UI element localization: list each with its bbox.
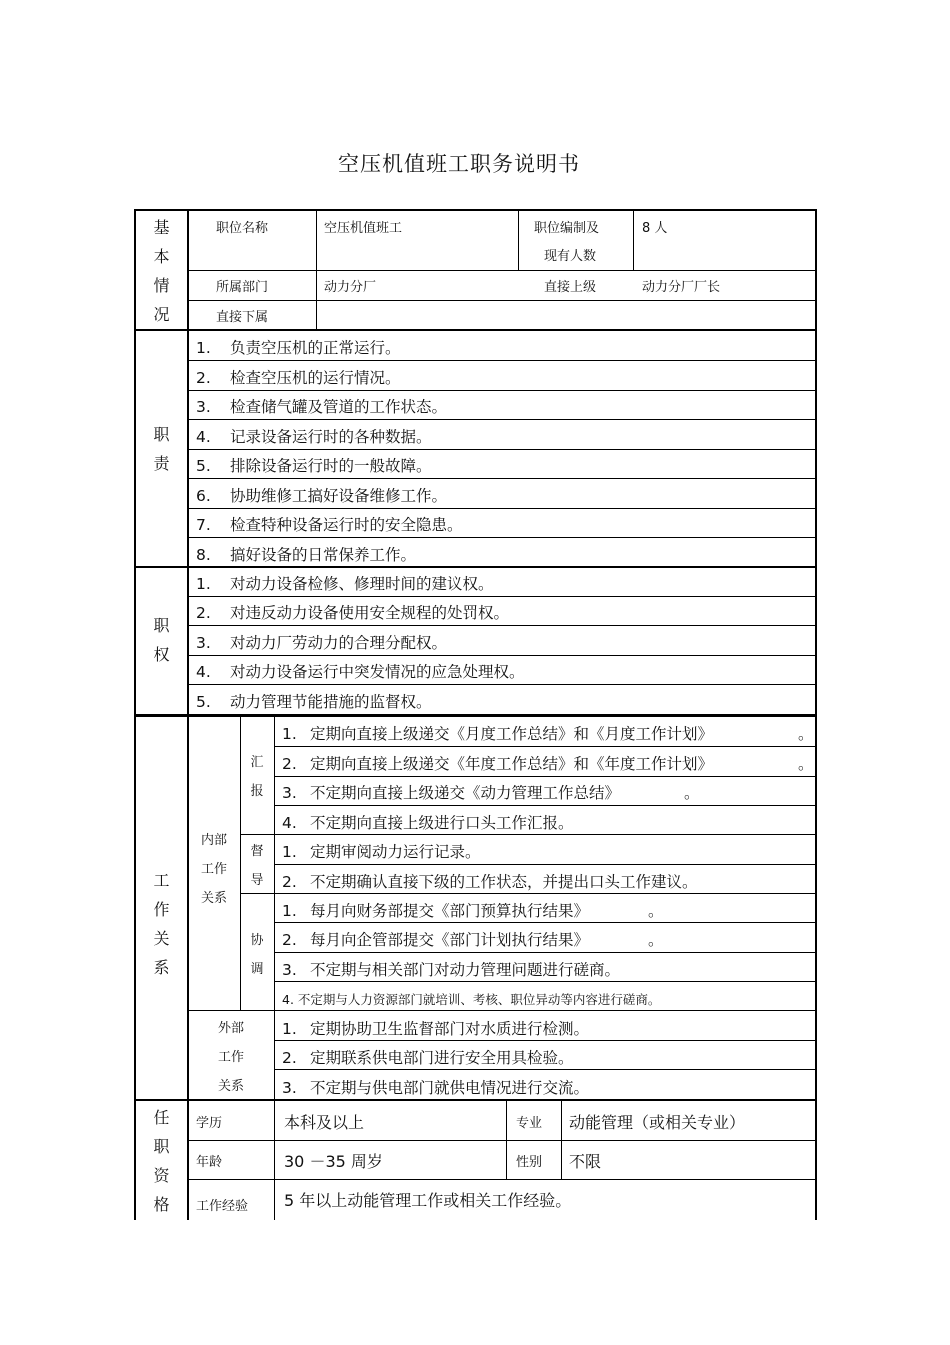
supervise-item: 1. 定期审阅动力运行记录。 (282, 843, 481, 861)
report-item: 1. 定期向直接上级递交《月度工作总结》和《月度工作计划》 (282, 725, 714, 743)
report-item: 2. 定期向直接上级递交《年度工作总结》和《年度工作计划》 (282, 755, 714, 773)
authority-item: 1. 对动力设备检修、修理时间的建议权。 (196, 575, 494, 593)
authority-item: 2. 对违反动力设备使用安全规程的处罚权。 (196, 604, 510, 622)
exp-label: 工作经验 (196, 1199, 249, 1214)
headcount: 8 人 (642, 221, 668, 236)
major-label: 专业 (516, 1116, 543, 1131)
coord-item-end: 。 (648, 931, 664, 949)
duty-item: 3. 检查储气罐及管道的工作状态。 (196, 398, 448, 416)
coord-item: 4. 不定期与人力资源部门就培训、考核、职位异动等内容进行磋商。 (282, 992, 661, 1007)
report-item-end: 。 (798, 755, 814, 773)
coord-item: 3. 不定期与相关部门对动力管理问题进行磋商。 (282, 961, 621, 979)
headcount-label-2: 现有人数 (544, 249, 597, 264)
duty-item: 6. 协助维修工搞好设备维修工作。 (196, 487, 448, 505)
major: 动能管理（或相关专业） (569, 1113, 746, 1132)
gender-label: 性别 (516, 1155, 543, 1170)
authority-section-label: 职 权 (153, 616, 170, 664)
duty-item: 5. 排除设备运行时的一般故障。 (196, 457, 432, 475)
external-item: 1. 定期协助卫生监督部门对水质进行检测。 (282, 1020, 590, 1038)
basic-section-label: 基 本 情 况 (153, 218, 170, 324)
gender: 不限 (569, 1152, 602, 1171)
duty-item: 1. 负责空压机的正常运行。 (196, 339, 401, 357)
edu: 本科及以上 (284, 1113, 365, 1132)
headcount-label-1: 职位编制及 (534, 221, 600, 236)
dept-label: 所属部门 (216, 280, 269, 295)
subordinate-label: 直接下属 (216, 310, 269, 325)
superior-label: 直接上级 (544, 280, 597, 295)
supervise-label: 督 导 (250, 844, 264, 888)
authority-item: 4. 对动力设备运行中突发情况的应急处理权。 (196, 663, 525, 681)
authority-item: 5. 动力管理节能措施的监督权。 (196, 693, 432, 711)
relations-section-label: 工 作 关 系 (153, 871, 170, 977)
relations-qualification-table (134, 714, 817, 1220)
duty-item: 2. 检查空压机的运行情况。 (196, 369, 401, 387)
duty-item: 8. 搞好设备的日常保养工作。 (196, 546, 417, 564)
dept: 动力分厂 (324, 280, 377, 295)
report-item: 3. 不定期向直接上级递交《动力管理工作总结》 (282, 784, 621, 802)
duties-section-label: 职 责 (153, 425, 170, 473)
age-label: 年龄 (196, 1155, 223, 1170)
edu-label: 学历 (196, 1116, 223, 1131)
duty-item: 7. 检查特种设备运行时的安全隐患。 (196, 516, 463, 534)
supervise-item: 2. 不定期确认直接下级的工作状态，并提出口头工作建议。 (282, 873, 698, 891)
report-item-end: 。 (684, 784, 700, 802)
basic-duties-table (134, 209, 817, 717)
qualification-section-label: 任 职 资 格 (153, 1108, 170, 1214)
coord-item-end: 。 (648, 902, 664, 920)
report-item-end: 。 (798, 725, 814, 743)
duty-item: 4. 记录设备运行时的各种数据。 (196, 428, 432, 446)
coord-item: 2. 每月向企管部提交《部门计划执行结果》 (282, 931, 590, 949)
report-label: 汇 报 (250, 755, 264, 799)
external-label: 外部 工作 关系 (217, 1021, 244, 1094)
external-item: 3. 不定期与供电部门就供电情况进行交流。 (282, 1079, 590, 1097)
authority-item: 3. 对动力厂劳动力的合理分配权。 (196, 634, 448, 652)
external-item: 2. 定期联系供电部门进行安全用具检验。 (282, 1049, 574, 1067)
position-name: 空压机值班工 (324, 221, 403, 236)
report-item: 4. 不定期向直接上级进行口头工作汇报。 (282, 814, 574, 832)
coord-label: 协 调 (250, 933, 264, 977)
internal-label: 内部 工作 关系 (200, 833, 227, 906)
superior: 动力分厂厂长 (642, 280, 721, 295)
coord-item: 1. 每月向财务部提交《部门预算执行结果》 (282, 902, 590, 920)
position-name-label: 职位名称 (216, 221, 269, 236)
page-title: 空压机值班工职务说明书 (338, 152, 580, 176)
age: 30 －35 周岁 (284, 1152, 383, 1171)
exp: 5 年以上动能管理工作或相关工作经验。 (284, 1191, 572, 1210)
